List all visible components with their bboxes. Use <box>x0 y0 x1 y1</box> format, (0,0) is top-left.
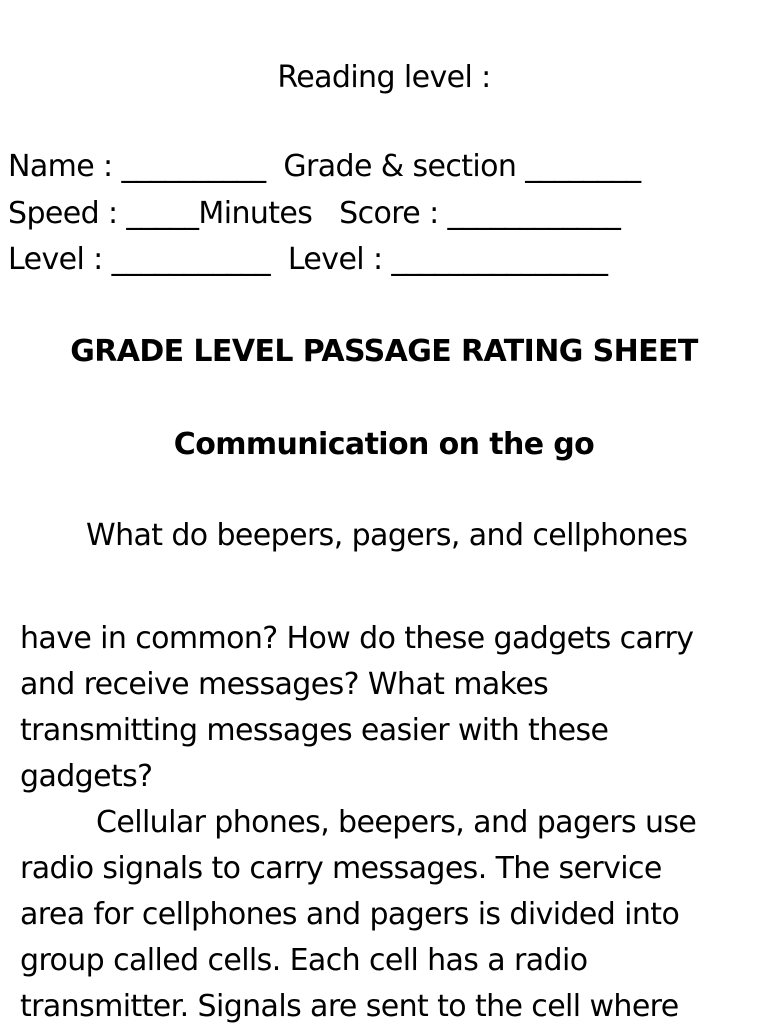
passage-line: area for cellphones and pagers is divided into <box>20 897 680 932</box>
level-row: Level : ___________ Level : _______________ <box>8 242 608 277</box>
passage-line: transmitting messages easier with these <box>20 713 609 748</box>
passage-line-text: Cellular phones, beepers, and pagers use <box>96 805 697 840</box>
reading-level-label: Reading level : <box>277 60 491 95</box>
passage-body <box>20 616 760 1030</box>
sheet-title: GRADE LEVEL PASSAGE RATING SHEET <box>70 334 698 369</box>
passage-first-line: What do beepers, pagers, and cellphones <box>86 518 688 553</box>
passage-line: radio signals to carry messages. The service <box>20 851 662 886</box>
passage-line: and receive messages? What makes <box>20 667 549 702</box>
passage-line: have in common? How do these gadgets carry <box>20 621 694 656</box>
passage-line: group called cells. Each cell has a radio <box>20 943 588 978</box>
name-grade-row: Name : __________ Grade & section ________ <box>8 149 641 184</box>
passage-line-indented <box>20 800 760 846</box>
passage-line: transmitter. Signals are sent to the cell where <box>20 989 679 1024</box>
passage-title: Communication on the go <box>173 427 595 462</box>
speed-score-row: Speed : _____Minutes Score : ____________ <box>8 196 621 231</box>
passage-line: gadgets? <box>20 759 153 794</box>
